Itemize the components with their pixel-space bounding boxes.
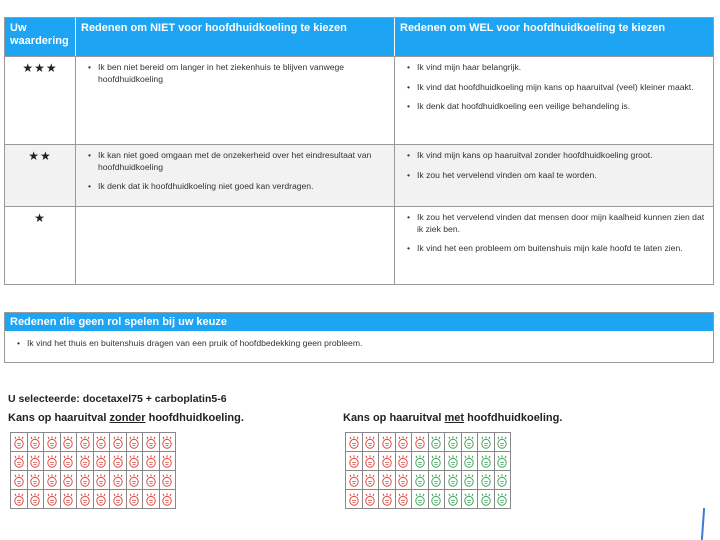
reason-list	[395, 145, 713, 181]
hair-loss-icon	[61, 471, 78, 490]
hair-loss-icon	[379, 471, 396, 490]
hair-loss-icon	[110, 433, 127, 452]
array-title-emphasis: zonder	[109, 412, 146, 424]
hair-loss-icon	[160, 433, 177, 452]
array-title-prefix: Kans op haaruitval	[8, 412, 110, 424]
reason-list	[76, 207, 394, 212]
hair-kept-icon	[429, 452, 446, 471]
reason-item: • Ik vind het een probleem om buitenshuis mijn kale hoofd te laten zien.	[407, 243, 707, 255]
reason-item: • Ik zou het vervelend vinden om kaal te worden.	[407, 170, 707, 182]
hair-loss-icon	[346, 433, 363, 452]
hair-loss-icon	[396, 471, 413, 490]
array-title-suffix: hoofdhuidkoeling.	[145, 412, 244, 424]
hair-loss-icon	[127, 433, 144, 452]
hair-loss-icon	[379, 433, 396, 452]
reason-item: • Ik kan niet goed omgaan met de onzekerheid over het eindresultaat van hoofdhuidkoeling	[88, 150, 388, 173]
hair-loss-icon	[110, 452, 127, 471]
reason-item: • Ik vind dat hoofdhuidkoeling mijn kans op haaruitval (veel) kleiner maakt.	[407, 82, 707, 94]
hair-loss-icon	[143, 433, 160, 452]
hair-loss-icon	[28, 490, 45, 509]
hair-loss-icon	[11, 490, 28, 509]
hair-loss-icon	[77, 471, 94, 490]
hair-loss-icon	[379, 490, 396, 509]
hair-loss-icon	[346, 490, 363, 509]
hair-loss-icon	[61, 490, 78, 509]
hair-kept-icon	[462, 433, 479, 452]
hair-loss-icon	[396, 452, 413, 471]
hair-loss-icon	[127, 452, 144, 471]
hair-loss-icon	[379, 452, 396, 471]
hair-loss-icon	[363, 452, 380, 471]
hair-loss-icon	[44, 433, 61, 452]
yes-reasons-cell	[395, 57, 713, 144]
hair-loss-icon	[61, 452, 78, 471]
hair-kept-icon	[445, 452, 462, 471]
array-title-prefix: Kans op haaruitval	[343, 412, 445, 424]
decorative-line	[701, 508, 705, 540]
hair-kept-icon	[462, 452, 479, 471]
star-rating: ★★★	[5, 57, 76, 144]
rating-header: Uw waardering	[5, 18, 76, 56]
icon-array-without-cooling	[10, 432, 176, 509]
yes-reasons-cell	[395, 207, 713, 284]
reason-item: • Ik vind mijn kans op haaruitval zonder hoofdhuidkoeling groot.	[407, 150, 707, 162]
hair-loss-icon	[11, 452, 28, 471]
hair-loss-icon	[77, 433, 94, 452]
hair-loss-icon	[363, 471, 380, 490]
hair-loss-icon	[143, 490, 160, 509]
hair-kept-icon	[478, 490, 495, 509]
icon-array-with-cooling	[345, 432, 511, 509]
hair-loss-icon	[28, 433, 45, 452]
hair-loss-icon	[28, 471, 45, 490]
hair-loss-icon	[363, 490, 380, 509]
hair-loss-icon	[160, 490, 177, 509]
hair-kept-icon	[412, 471, 429, 490]
hair-kept-icon	[478, 452, 495, 471]
reason-list	[76, 57, 394, 85]
yes-reasons-cell	[395, 145, 713, 206]
hair-loss-icon	[396, 490, 413, 509]
rating-row	[5, 206, 713, 284]
hair-loss-icon	[61, 433, 78, 452]
array-title-without-cooling	[8, 412, 244, 424]
hair-loss-icon	[412, 433, 429, 452]
reason-item: • Ik denk dat ik hoofdhuidkoeling niet goed kan verdragen.	[88, 181, 388, 193]
reason-item: • Ik denk dat hoofdhuidkoeling een veilige behandeling is.	[407, 101, 707, 113]
not-reasons-cell	[76, 145, 395, 206]
irrelevant-reasons-table	[4, 312, 714, 363]
hair-loss-icon	[44, 452, 61, 471]
hair-kept-icon	[445, 433, 462, 452]
hair-loss-icon	[110, 471, 127, 490]
not-reasons-cell	[76, 207, 395, 284]
reason-item: • Ik vind mijn haar belangrijk.	[407, 62, 707, 74]
array-title-with-cooling	[343, 412, 562, 424]
hair-kept-icon	[429, 471, 446, 490]
reasons-table-header	[5, 18, 713, 56]
hair-loss-icon	[363, 433, 380, 452]
hair-loss-icon	[143, 452, 160, 471]
hair-loss-icon	[28, 452, 45, 471]
hair-kept-icon	[412, 452, 429, 471]
hair-loss-icon	[11, 433, 28, 452]
hair-kept-icon	[462, 490, 479, 509]
selected-regimen: U selecteerde: docetaxel75 + carboplatin5-6	[8, 393, 227, 405]
not-reasons-cell	[76, 57, 395, 144]
irrelevant-reasons-list	[5, 331, 713, 350]
reason-list	[395, 207, 713, 255]
hair-loss-icon	[143, 471, 160, 490]
hair-loss-icon	[346, 471, 363, 490]
rating-row	[5, 56, 713, 144]
hair-loss-icon	[44, 471, 61, 490]
hair-kept-icon	[429, 433, 446, 452]
hair-loss-icon	[346, 452, 363, 471]
hair-kept-icon	[495, 471, 512, 490]
hair-loss-icon	[11, 471, 28, 490]
hair-loss-icon	[77, 452, 94, 471]
hair-kept-icon	[478, 433, 495, 452]
array-title-suffix: hoofdhuidkoeling.	[464, 412, 563, 424]
rating-row	[5, 144, 713, 206]
hair-kept-icon	[495, 452, 512, 471]
star-rating: ★★	[5, 145, 76, 206]
hair-kept-icon	[429, 490, 446, 509]
reason-list	[76, 145, 394, 193]
reasons-table	[4, 17, 714, 285]
hair-loss-icon	[94, 452, 111, 471]
reason-item: • Ik zou het vervelend vinden dat mensen door mijn kaalheid kunnen zien dat ik ziek ben.	[407, 212, 707, 235]
hair-loss-icon	[94, 490, 111, 509]
hair-loss-icon	[77, 490, 94, 509]
array-title-emphasis: met	[444, 412, 465, 424]
hair-kept-icon	[495, 490, 512, 509]
hair-loss-icon	[396, 433, 413, 452]
hair-loss-icon	[160, 452, 177, 471]
hair-loss-icon	[94, 433, 111, 452]
hair-loss-icon	[127, 490, 144, 509]
hair-kept-icon	[495, 433, 512, 452]
hair-loss-icon	[94, 471, 111, 490]
hair-loss-icon	[110, 490, 127, 509]
hair-loss-icon	[160, 471, 177, 490]
hair-kept-icon	[478, 471, 495, 490]
reason-item: • Ik ben niet bereid om langer in het ziekenhuis te blijven vanwege hoofdhuidkoeling	[88, 62, 388, 85]
star-rating: ★	[5, 207, 76, 284]
yes-reasons-header: Redenen om WEL voor hoofdhuidkoeling te kiezen	[400, 22, 666, 34]
reason-item: • Ik vind het thuis en buitenshuis dragen van een pruik of hoofdbedekking geen probleem.	[17, 338, 707, 350]
irrelevant-reasons-header: Redenen die geen rol spelen bij uw keuze	[5, 313, 713, 331]
hair-loss-icon	[127, 471, 144, 490]
reason-list	[395, 57, 713, 113]
hair-kept-icon	[445, 471, 462, 490]
hair-kept-icon	[445, 490, 462, 509]
hair-kept-icon	[462, 471, 479, 490]
not-reasons-header: Redenen om NIET voor hoofdhuidkoeling te kiezen	[76, 18, 395, 56]
hair-kept-icon	[412, 490, 429, 509]
hair-loss-icon	[44, 490, 61, 509]
